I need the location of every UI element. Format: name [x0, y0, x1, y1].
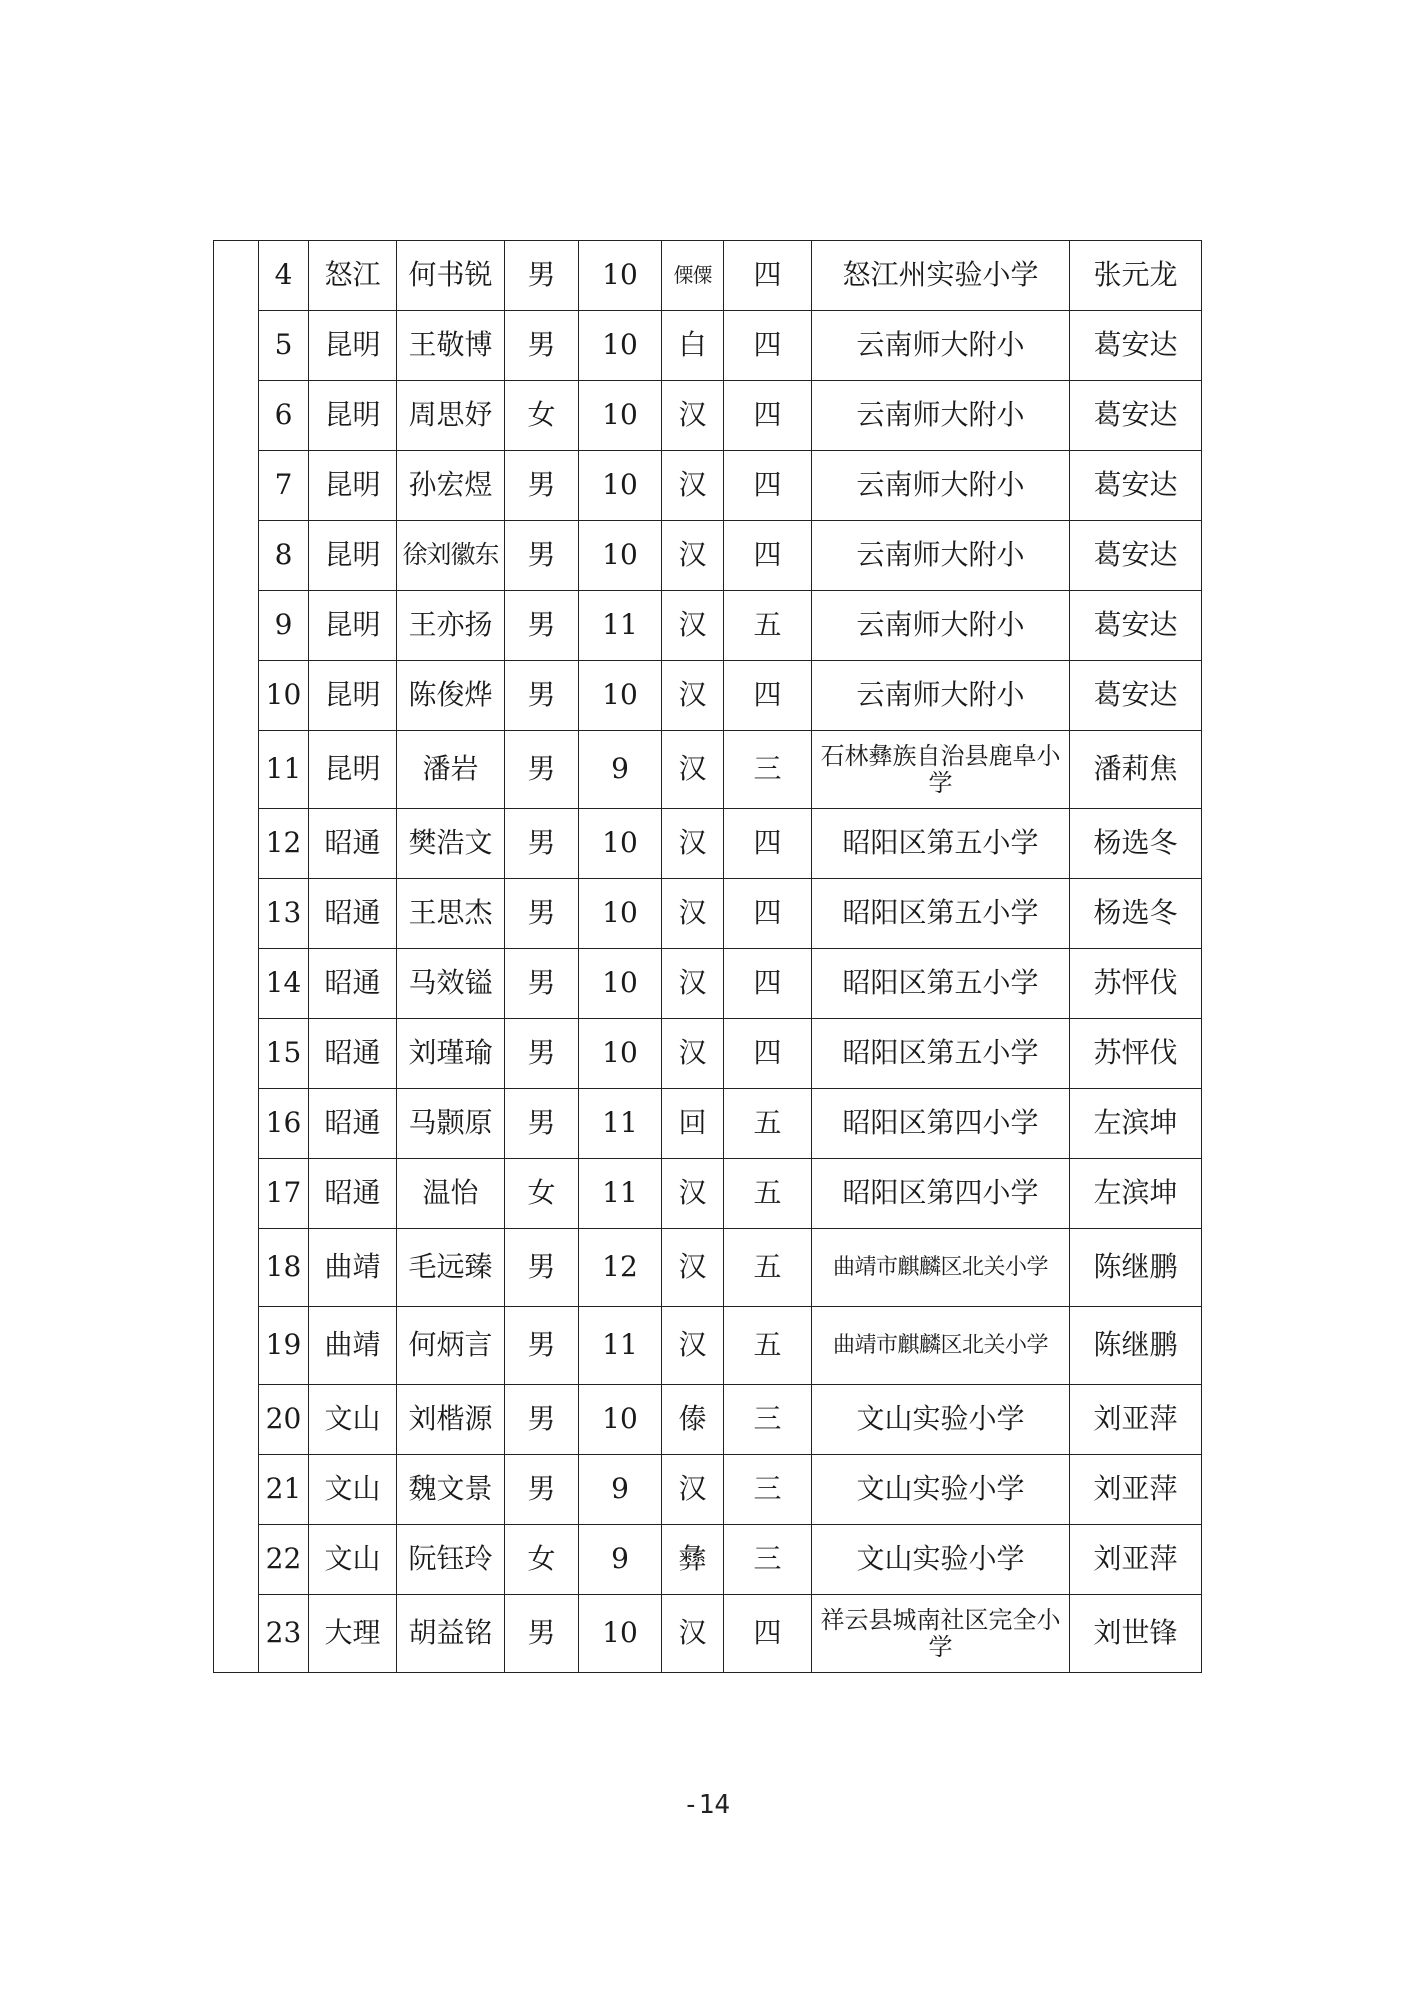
table-row: [214, 949, 1202, 1019]
cell-number: 11: [259, 731, 309, 809]
cell-grade: 四: [724, 661, 812, 731]
cell-ethnicity: 白: [662, 311, 724, 381]
table-row: [214, 1455, 1202, 1525]
cell-region: 文山: [309, 1385, 397, 1455]
cell-teacher: 苏怦伐: [1070, 1019, 1202, 1089]
cell-ethnicity: 汉: [662, 809, 724, 879]
cell-region: 昭通: [309, 949, 397, 1019]
cell-school: 云南师大附小: [812, 381, 1070, 451]
cell-age: 10: [579, 381, 662, 451]
cell-school: 文山实验小学: [812, 1525, 1070, 1595]
cell-age: 10: [579, 451, 662, 521]
cell-teacher: 张元龙: [1070, 241, 1202, 311]
table-row: [214, 1159, 1202, 1229]
cell-gender: 男: [505, 1385, 579, 1455]
cell-school: 曲靖市麒麟区北关小学: [812, 1229, 1070, 1307]
cell-student-name: 周思妤: [397, 381, 505, 451]
cell-number: 21: [259, 1455, 309, 1525]
cell-student-name: 潘岩: [397, 731, 505, 809]
cell-grade: 四: [724, 451, 812, 521]
cell-school: 云南师大附小: [812, 521, 1070, 591]
cell-region: 昭通: [309, 879, 397, 949]
cell-grade: 五: [724, 591, 812, 661]
cell-ethnicity: 汉: [662, 1455, 724, 1525]
cell-age: 10: [579, 661, 662, 731]
roster-body: [214, 241, 1202, 1673]
cell-gender: 男: [505, 1089, 579, 1159]
cell-number: 9: [259, 591, 309, 661]
table-row: [214, 1307, 1202, 1385]
cell-region: 昭通: [309, 809, 397, 879]
cell-region: 昆明: [309, 731, 397, 809]
cell-region: 昭通: [309, 1159, 397, 1229]
cell-gender: 女: [505, 381, 579, 451]
table-row: [214, 521, 1202, 591]
cell-teacher: 刘亚萍: [1070, 1525, 1202, 1595]
table-row: [214, 311, 1202, 381]
table-row: [214, 1089, 1202, 1159]
cell-student-name: 何书锐: [397, 241, 505, 311]
side-margin-cell: [214, 241, 259, 1673]
cell-region: 大理: [309, 1595, 397, 1673]
cell-region: 昆明: [309, 661, 397, 731]
cell-teacher: 葛安达: [1070, 451, 1202, 521]
cell-age: 10: [579, 1595, 662, 1673]
cell-gender: 男: [505, 661, 579, 731]
cell-teacher: 杨选冬: [1070, 809, 1202, 879]
cell-age: 11: [579, 591, 662, 661]
table-row: [214, 451, 1202, 521]
cell-school: 昭阳区第四小学: [812, 1089, 1070, 1159]
cell-teacher: 左滨坤: [1070, 1159, 1202, 1229]
cell-number: 12: [259, 809, 309, 879]
cell-teacher: 葛安达: [1070, 381, 1202, 451]
cell-gender: 男: [505, 1229, 579, 1307]
cell-ethnicity: 汉: [662, 1307, 724, 1385]
cell-gender: 男: [505, 591, 579, 661]
cell-ethnicity: 傣: [662, 1385, 724, 1455]
cell-teacher: 苏怦伐: [1070, 949, 1202, 1019]
cell-grade: 四: [724, 1019, 812, 1089]
cell-teacher: 葛安达: [1070, 311, 1202, 381]
cell-student-name: 毛远臻: [397, 1229, 505, 1307]
cell-ethnicity: 汉: [662, 451, 724, 521]
cell-teacher: 刘亚萍: [1070, 1385, 1202, 1455]
cell-number: 4: [259, 241, 309, 311]
cell-gender: 男: [505, 521, 579, 591]
table-row: [214, 591, 1202, 661]
cell-number: 10: [259, 661, 309, 731]
table-row: [214, 731, 1202, 809]
cell-gender: 男: [505, 879, 579, 949]
cell-teacher: 刘世锋: [1070, 1595, 1202, 1673]
cell-grade: 四: [724, 809, 812, 879]
cell-age: 10: [579, 521, 662, 591]
cell-student-name: 魏文景: [397, 1455, 505, 1525]
cell-region: 文山: [309, 1455, 397, 1525]
cell-region: 昭通: [309, 1089, 397, 1159]
cell-ethnicity: 汉: [662, 949, 724, 1019]
cell-age: 10: [579, 311, 662, 381]
cell-age: 11: [579, 1089, 662, 1159]
cell-grade: 四: [724, 879, 812, 949]
cell-region: 曲靖: [309, 1229, 397, 1307]
cell-school: 昭阳区第五小学: [812, 1019, 1070, 1089]
cell-gender: 女: [505, 1159, 579, 1229]
cell-student-name: 孙宏煜: [397, 451, 505, 521]
cell-number: 5: [259, 311, 309, 381]
cell-region: 曲靖: [309, 1307, 397, 1385]
cell-gender: 男: [505, 311, 579, 381]
cell-region: 怒江: [309, 241, 397, 311]
cell-age: 10: [579, 241, 662, 311]
cell-school: 文山实验小学: [812, 1455, 1070, 1525]
cell-number: 20: [259, 1385, 309, 1455]
cell-school: 文山实验小学: [812, 1385, 1070, 1455]
cell-number: 22: [259, 1525, 309, 1595]
cell-grade: 四: [724, 521, 812, 591]
cell-student-name: 温怡: [397, 1159, 505, 1229]
cell-grade: 三: [724, 1525, 812, 1595]
cell-gender: 男: [505, 1019, 579, 1089]
cell-age: 10: [579, 949, 662, 1019]
cell-region: 文山: [309, 1525, 397, 1595]
cell-ethnicity: 傈僳: [662, 241, 724, 311]
cell-student-name: 王敬博: [397, 311, 505, 381]
cell-student-name: 何炳言: [397, 1307, 505, 1385]
cell-age: 10: [579, 1385, 662, 1455]
cell-grade: 五: [724, 1229, 812, 1307]
cell-age: 10: [579, 879, 662, 949]
cell-student-name: 刘瑾瑜: [397, 1019, 505, 1089]
cell-student-name: 樊浩文: [397, 809, 505, 879]
cell-student-name: 阮钰玲: [397, 1525, 505, 1595]
cell-teacher: 刘亚萍: [1070, 1455, 1202, 1525]
cell-school: 昭阳区第五小学: [812, 879, 1070, 949]
cell-number: 14: [259, 949, 309, 1019]
cell-number: 23: [259, 1595, 309, 1673]
cell-teacher: 葛安达: [1070, 661, 1202, 731]
cell-student-name: 刘楷源: [397, 1385, 505, 1455]
table-row: [214, 1229, 1202, 1307]
cell-student-name: 胡益铭: [397, 1595, 505, 1673]
cell-grade: 四: [724, 1595, 812, 1673]
cell-school: 昭阳区第五小学: [812, 949, 1070, 1019]
cell-grade: 五: [724, 1159, 812, 1229]
cell-student-name: 王思杰: [397, 879, 505, 949]
cell-gender: 男: [505, 949, 579, 1019]
cell-school: 昭阳区第五小学: [812, 809, 1070, 879]
cell-ethnicity: 汉: [662, 661, 724, 731]
table-row: [214, 809, 1202, 879]
cell-teacher: 陈继鹏: [1070, 1229, 1202, 1307]
cell-region: 昆明: [309, 451, 397, 521]
cell-age: 9: [579, 731, 662, 809]
cell-school: 云南师大附小: [812, 451, 1070, 521]
cell-school: 祥云县城南社区完全小学: [812, 1595, 1070, 1673]
cell-student-name: 徐刘徽东: [397, 521, 505, 591]
table-row: [214, 1595, 1202, 1673]
cell-school: 石林彝族自治县鹿阜小学: [812, 731, 1070, 809]
cell-region: 昭通: [309, 1019, 397, 1089]
cell-gender: 男: [505, 731, 579, 809]
cell-grade: 三: [724, 731, 812, 809]
cell-teacher: 葛安达: [1070, 591, 1202, 661]
table-row: [214, 381, 1202, 451]
cell-ethnicity: 汉: [662, 381, 724, 451]
cell-gender: 男: [505, 1595, 579, 1673]
cell-gender: 男: [505, 451, 579, 521]
cell-teacher: 潘莉焦: [1070, 731, 1202, 809]
cell-number: 8: [259, 521, 309, 591]
cell-grade: 四: [724, 949, 812, 1019]
cell-ethnicity: 汉: [662, 879, 724, 949]
cell-age: 11: [579, 1159, 662, 1229]
cell-teacher: 葛安达: [1070, 521, 1202, 591]
cell-teacher: 杨选冬: [1070, 879, 1202, 949]
cell-teacher: 陈继鹏: [1070, 1307, 1202, 1385]
cell-age: 9: [579, 1525, 662, 1595]
cell-number: 13: [259, 879, 309, 949]
cell-student-name: 马颢原: [397, 1089, 505, 1159]
cell-number: 18: [259, 1229, 309, 1307]
cell-region: 昆明: [309, 381, 397, 451]
table-row: [214, 241, 1202, 311]
cell-number: 17: [259, 1159, 309, 1229]
cell-student-name: 陈俊烨: [397, 661, 505, 731]
cell-gender: 女: [505, 1525, 579, 1595]
cell-grade: 四: [724, 241, 812, 311]
cell-teacher: 左滨坤: [1070, 1089, 1202, 1159]
cell-number: 15: [259, 1019, 309, 1089]
cell-ethnicity: 汉: [662, 1159, 724, 1229]
cell-grade: 四: [724, 381, 812, 451]
cell-ethnicity: 回: [662, 1089, 724, 1159]
table-row: [214, 1019, 1202, 1089]
cell-school: 昭阳区第四小学: [812, 1159, 1070, 1229]
cell-ethnicity: 汉: [662, 1019, 724, 1089]
cell-age: 9: [579, 1455, 662, 1525]
cell-number: 7: [259, 451, 309, 521]
cell-region: 昆明: [309, 521, 397, 591]
student-roster-table: [213, 240, 1202, 1673]
cell-region: 昆明: [309, 311, 397, 381]
table-row: [214, 1525, 1202, 1595]
cell-grade: 三: [724, 1385, 812, 1455]
cell-age: 10: [579, 809, 662, 879]
cell-ethnicity: 汉: [662, 521, 724, 591]
cell-ethnicity: 彝: [662, 1525, 724, 1595]
cell-gender: 男: [505, 1307, 579, 1385]
cell-gender: 男: [505, 809, 579, 879]
cell-school: 云南师大附小: [812, 311, 1070, 381]
cell-gender: 男: [505, 241, 579, 311]
table-row: [214, 1385, 1202, 1455]
cell-gender: 男: [505, 1455, 579, 1525]
cell-age: 11: [579, 1307, 662, 1385]
page-number: -14: [683, 1790, 730, 1820]
cell-grade: 三: [724, 1455, 812, 1525]
cell-grade: 五: [724, 1307, 812, 1385]
cell-ethnicity: 汉: [662, 591, 724, 661]
cell-grade: 五: [724, 1089, 812, 1159]
cell-grade: 四: [724, 311, 812, 381]
cell-school: 曲靖市麒麟区北关小学: [812, 1307, 1070, 1385]
cell-ethnicity: 汉: [662, 1595, 724, 1673]
cell-ethnicity: 汉: [662, 731, 724, 809]
cell-number: 6: [259, 381, 309, 451]
cell-number: 19: [259, 1307, 309, 1385]
cell-number: 16: [259, 1089, 309, 1159]
cell-school: 云南师大附小: [812, 591, 1070, 661]
cell-ethnicity: 汉: [662, 1229, 724, 1307]
cell-school: 云南师大附小: [812, 661, 1070, 731]
table-row: [214, 879, 1202, 949]
cell-student-name: 马效镒: [397, 949, 505, 1019]
cell-age: 12: [579, 1229, 662, 1307]
cell-school: 怒江州实验小学: [812, 241, 1070, 311]
table-row: [214, 661, 1202, 731]
cell-student-name: 王亦扬: [397, 591, 505, 661]
cell-region: 昆明: [309, 591, 397, 661]
cell-age: 10: [579, 1019, 662, 1089]
